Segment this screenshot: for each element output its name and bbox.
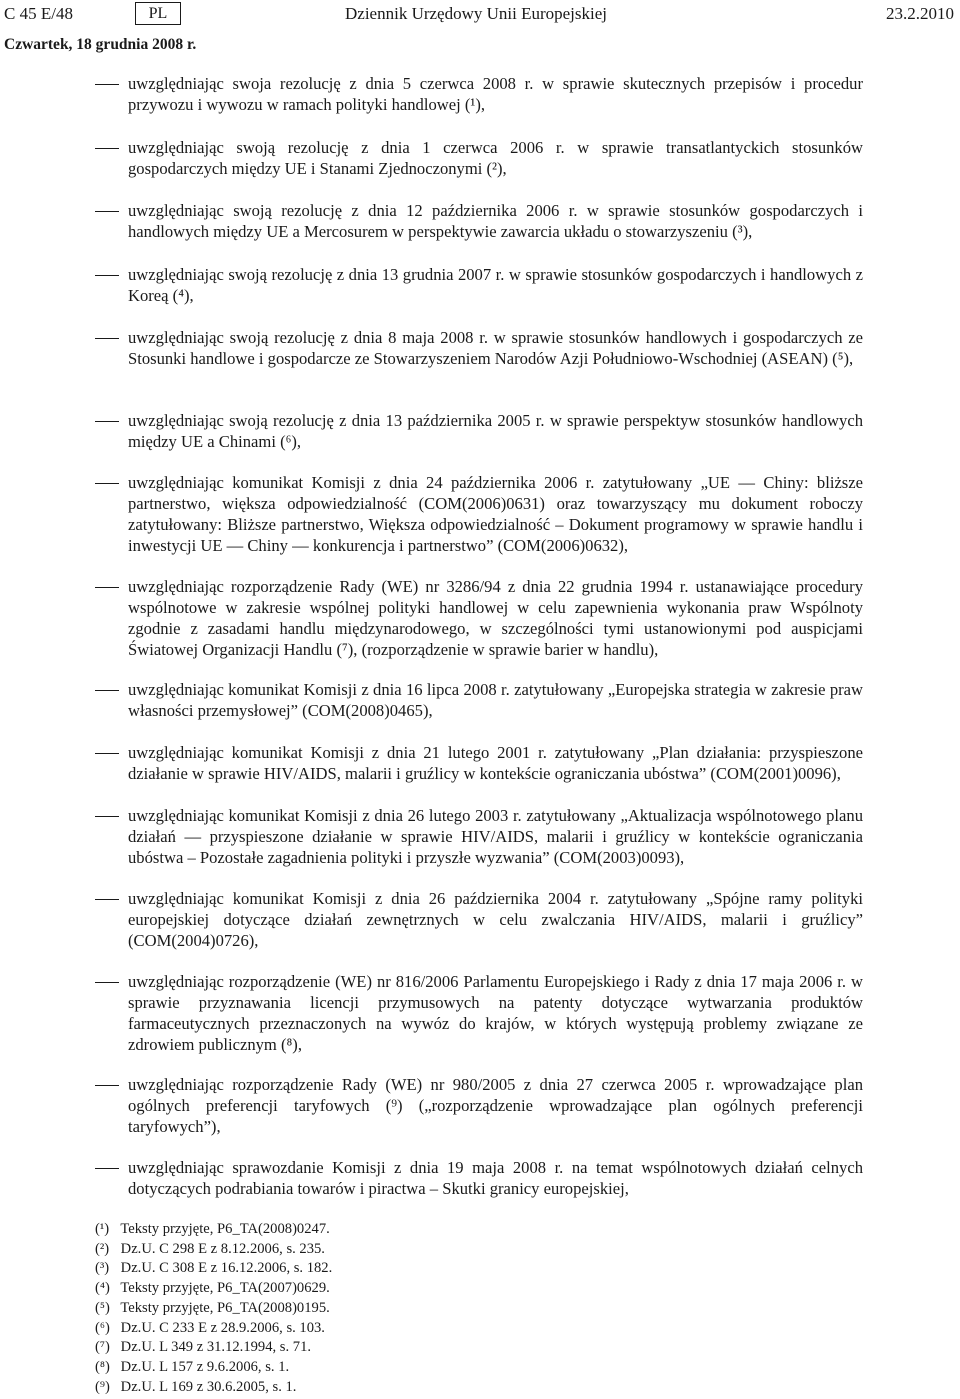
em-dash-bullet [95,587,119,588]
em-dash-bullet [95,338,119,339]
footnote-number: (¹) [95,1221,110,1237]
em-dash-bullet [95,84,119,85]
journal-title: Dziennik Urzędowy Unii Europejskiej [345,4,608,23]
language-badge: PL [135,2,181,25]
footnotes [95,1220,695,1397]
footnote-text: Teksty przyjęte, P6_TA(2008)0195. [120,1299,330,1316]
footnote-number: (⁶) [95,1319,110,1336]
recital-text: uwzględniając rozporządzenie (WE) nr 816/2006 Parlamentu Europejskiego i Rady z dnia 17 maja 2006 r. w sprawie przyznawania licencji przymusowych na patenty dotyczące wytwarzania produktów farmaceutycznych przeznaczonych na wywóz do krajów, w których występują problemy związane ze zdrowiem publicznym (⁸), [128,972,863,1054]
footnote-text: Dz.U. C 298 E z 8.12.2006, s. 235. [120,1240,325,1257]
em-dash-bullet [95,1085,119,1086]
footnote [95,1299,695,1319]
em-dash-bullet [95,690,119,691]
recital-text: uwzględniając swoja rezolucję z dnia 5 czerwca 2008 r. w sprawie skutecznych przepisów i procedur przywozu i wywozu w ramach polityki handlowej (¹), [128,74,863,114]
recital-text: uwzględniając swoją rezolucję z dnia 13 października 2005 r. w sprawie perspektyw stosunków handlowych między UE a Chinami (⁶), [128,411,863,451]
recital-text: uwzględniając komunikat Komisji z dnia 26 lutego 2003 r. zatytułowany „Aktualizacja wspólnotowego planu działań — przyspieszone działanie w sprawie HIV/AIDS, malarii i gruźlicy w kontekście ograniczania ubóstwa – Pozostałe zagadnienia polityki i przyszłe wyzwania” (COM(2003)0093), [128,806,863,867]
footnote [95,1240,695,1260]
page-reference: C 45 E/48 [4,4,73,23]
recital-text: uwzględniając rozporządzenie Rady (WE) nr 980/2005 z dnia 27 czerwca 2005 r. wprowadzające plan ogólnych preferencji taryfowych (⁹) („rozporządzenie wprowadzające plan ogólnych preferencji taryfowych”), [128,1075,863,1136]
em-dash-bullet [95,899,119,900]
em-dash-bullet [95,211,119,212]
em-dash-bullet [95,1168,119,1169]
recital-text: uwzględniając komunikat Komisji z dnia 21 lutego 2001 r. zatytułowany „Plan działania: przyspieszone działanie w sprawie HIV/AIDS, malarii i gruźlicy w kontekście ograniczania ubóstwa” (COM(2001)0096), [128,743,863,783]
page-header [0,0,960,28]
publication-date: 23.2.2010 [886,4,954,23]
recital-text: uwzględniając swoją rezolucję z dnia 1 czerwca 2006 r. w sprawie transatlantyckich stosunków gospodarczych między UE i Stanami Zjednoczonymi (²), [128,138,863,178]
recital-text: uwzględniając sprawozdanie Komisji z dnia 19 maja 2008 r. na temat wspólnotowych działań celnych dotyczących podrabiania towarów i piractwa – Skutki granicy europejskiej, [128,1158,863,1198]
footnote [95,1358,695,1378]
recital-text: uwzględniając komunikat Komisji z dnia 26 października 2004 r. zatytułowany „Spójne ramy polityki europejskiej dotyczące działań zewnętrznych w celu zwalczania HIV/AIDS, malarii i gruźlicy” (COM(2004)0726), [128,889,863,950]
em-dash-bullet [95,483,119,484]
footnote [95,1338,695,1358]
recital-text: uwzględniając swoją rezolucję z dnia 13 grudnia 2007 r. w sprawie stosunków gospodarczych i handlowych z Koreą (⁴), [128,265,863,305]
footnote-text: Dz.U. C 308 E z 16.12.2006, s. 182. [120,1260,333,1277]
em-dash-bullet [95,816,119,817]
footnote-number: (⁸) [95,1358,110,1375]
footnote-text: Dz.U. C 233 E z 28.9.2006, s. 103. [120,1319,325,1336]
footnote [95,1378,695,1398]
em-dash-bullet [95,753,119,754]
footnote-number: (⁹) [95,1378,110,1395]
footnote-number: (²) [95,1240,110,1257]
em-dash-bullet [95,148,119,149]
em-dash-bullet [95,275,119,276]
recital-text: uwzględniając swoją rezolucję z dnia 8 maja 2008 r. w sprawie stosunków handlowych i gospodarczych ze Stosunki handlowe i gospodarcze ze Stowarzyszeniem Narodów Azji Południowo-Wschodniej (ASEAN) (⁵), [128,328,863,368]
sitting-date: Czwartek, 18 grudnia 2008 r. [4,36,197,53]
em-dash-bullet [95,982,119,983]
footnote [95,1279,695,1299]
footnote-number: (⁷) [95,1339,110,1356]
footnote-text: Teksty przyjęte, P6_TA(2008)0247. [120,1221,330,1237]
recital-text: uwzględniając swoją rezolucję z dnia 12 października 2006 r. w sprawie stosunków gospodarczych i handlowych między UE a Mercosurem w perspektywie zawarcia układu o stowarzyszeniu (³), [128,201,863,241]
footnote-text: Teksty przyjęte, P6_TA(2007)0629. [120,1280,330,1297]
footnote [95,1220,695,1240]
recital-text: uwzględniając komunikat Komisji z dnia 16 lipca 2008 r. zatytułowany „Europejska strategia w zakresie praw własności przemysłowej” (COM(2008)0465), [128,680,863,720]
footnote [95,1259,695,1279]
footnote [95,1319,695,1339]
em-dash-bullet [95,421,119,422]
recital-text: uwzględniając rozporządzenie Rady (WE) nr 3286/94 z dnia 22 grudnia 1994 r. ustanawiające procedury wspólnotowe w zakresie wspólnej polityki handlowej w celu zapewnienia wykonania praw Wspólnoty zgodnie z zasadami handlu międzynarodowego, w szczególności tymi ustanowionymi pod auspicjami Światowej Organizacji Handlu (⁷), (rozporządzenie w sprawie barier w handlu), [128,577,863,659]
footnote-number: (⁴) [95,1280,110,1297]
footnote-number: (³) [95,1260,110,1277]
footnote-number: (⁵) [95,1299,110,1316]
footnote-text: Dz.U. L 157 z 9.6.2006, s. 1. [120,1358,290,1375]
footnote-text: Dz.U. L 349 z 31.12.1994, s. 71. [120,1339,312,1356]
footnote-text: Dz.U. L 169 z 30.6.2005, s. 1. [120,1378,297,1395]
recital-text: uwzględniając komunikat Komisji z dnia 24 października 2006 r. zatytułowany „UE — Chiny: bliższe partnerstwo, większa odpowiedzialność (COM(2006)0631) oraz towarzyszący mu dokument roboczy zatytułowany: Bliższe partnerstwo, Większa odpowiedzialność – Dokument programowy w sprawie handlu i inwestycji UE — Chiny — konkurencja i partnerstwo” (COM(2006)0632), [128,473,863,555]
